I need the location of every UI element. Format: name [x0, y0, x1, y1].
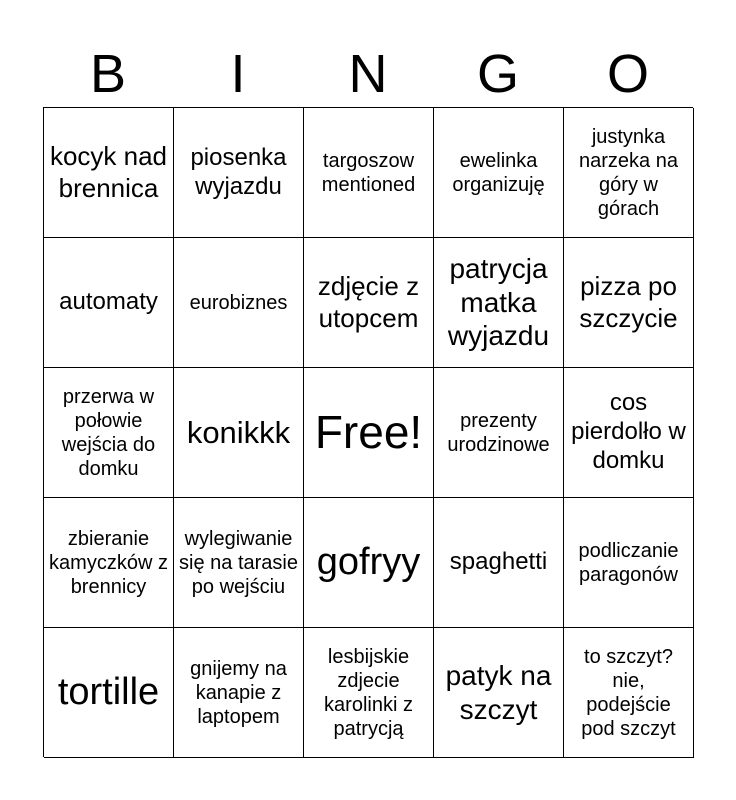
cell-text: to szczyt? nie, podejście pod szczyt [581, 645, 676, 740]
bingo-cell[interactable] [174, 368, 304, 498]
bingo-cell[interactable] [564, 498, 694, 628]
cell-text: piosenka wyjazdu [190, 143, 287, 200]
bingo-cell[interactable] [44, 498, 174, 628]
header-letter-g: G [476, 44, 519, 104]
bingo-cell[interactable] [434, 238, 564, 368]
bingo-cell[interactable] [174, 498, 304, 628]
bingo-cell[interactable] [174, 628, 304, 758]
cell-text: podliczanie paragonów [578, 539, 679, 586]
cell-text: przerwa w połowie wejścia do domku [61, 385, 156, 480]
cell-text: konikkk [186, 414, 291, 450]
cell-text: targoszow mentioned [321, 149, 416, 196]
bingo-cell[interactable] [434, 628, 564, 758]
bingo-cell[interactable] [174, 238, 304, 368]
bingo-cell[interactable] [304, 108, 434, 238]
cell-text: patyk na szczyt [445, 659, 552, 725]
bingo-cell[interactable] [44, 368, 174, 498]
bingo-cell[interactable] [564, 628, 694, 758]
cell-text: patrycja matka wyjazdu [447, 253, 550, 352]
bingo-cell[interactable] [564, 238, 694, 368]
bingo-header [43, 40, 693, 108]
header-letter-o: O [606, 44, 649, 104]
cell-text: spaghetti [449, 548, 548, 576]
cell-text: Free! [314, 406, 423, 459]
cell-text: lesbijskie zdjecie karolinki z patrycją [324, 645, 413, 740]
cell-text: eurobiznes [189, 291, 288, 314]
header-letter-n: N [348, 44, 388, 104]
cell-text: ewelinka organizuję [452, 149, 545, 196]
cell-text: zbieranie kamyczków z brennicy [49, 527, 168, 598]
cell-text: zdjęcie z utopcem [317, 271, 420, 333]
cell-text: pizza po szczycie [579, 271, 678, 333]
bingo-cell[interactable] [434, 368, 564, 498]
bingo-cell[interactable] [434, 108, 564, 238]
bingo-grid [43, 107, 693, 757]
bingo-cell[interactable] [304, 628, 434, 758]
bingo-cell[interactable] [434, 498, 564, 628]
cell-text: justynka narzeka na góry w górach [579, 125, 678, 220]
cell-text: gnijemy na kanapie z laptopem [190, 657, 287, 728]
cell-text: gofryy [316, 540, 421, 583]
cell-text: cos pierdolło w domku [571, 389, 686, 474]
cell-text: automaty [59, 288, 158, 316]
header-letter-i: I [230, 44, 246, 104]
bingo-cell[interactable] [44, 108, 174, 238]
free-space-cell[interactable] [304, 368, 434, 498]
cell-text: tortille [57, 670, 160, 713]
bingo-cell[interactable] [44, 628, 174, 758]
bingo-cell[interactable] [174, 108, 304, 238]
bingo-cell[interactable] [564, 108, 694, 238]
cell-text: prezenty urodzinowe [447, 409, 550, 456]
bingo-cell[interactable] [44, 238, 174, 368]
bingo-cell[interactable] [304, 238, 434, 368]
bingo-cell[interactable] [304, 498, 434, 628]
header-letter-b: B [89, 44, 127, 104]
bingo-cell[interactable] [564, 368, 694, 498]
cell-text: kocyk nad brennica [49, 141, 168, 203]
cell-text: wylegiwanie się na tarasie po wejściu [179, 527, 298, 598]
